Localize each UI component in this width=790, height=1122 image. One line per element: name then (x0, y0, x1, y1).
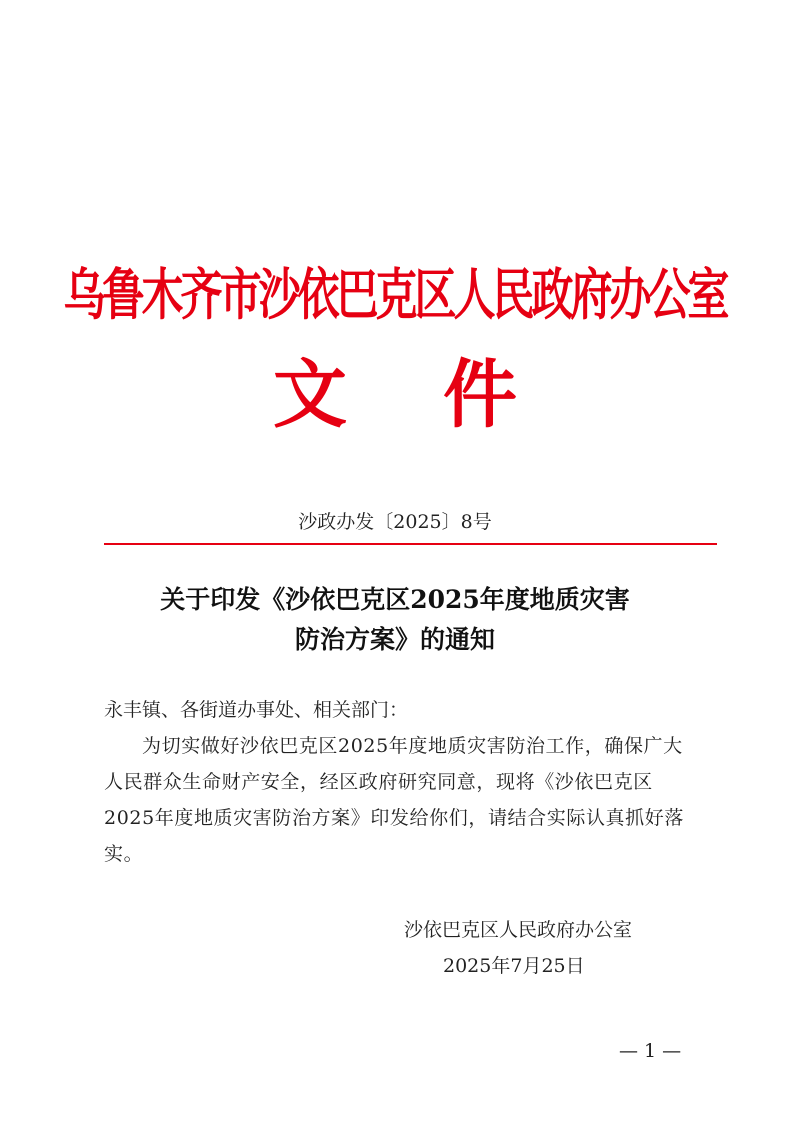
signature-date: 2025年7月25日 (443, 955, 585, 977)
page-number: — 1 — (619, 1040, 682, 1062)
signature-org: 沙依巴克区人民政府办公室 (404, 919, 633, 941)
body-paragraph: 为切实做好沙依巴克区2025年度地质灾害防治工作，确保广大人民群众生命财产安全，经区政府研究同意，现将《沙依巴克区2025年度地质灾害防治方案》印发给你们，请结合实际认真抓好落实。 (104, 735, 684, 865)
notice-title-line-1: 关于印发《沙依巴克区2025年度地质灾害 (160, 585, 630, 614)
notice-title-line-2: 防治方案》的通知 (294, 625, 495, 654)
document-type-heading: 文件 (273, 352, 613, 438)
red-divider-line (104, 543, 717, 545)
document-number: 沙政办发〔2025〕8号 (298, 511, 492, 533)
notice-body (104, 692, 694, 872)
notice-title (80, 580, 710, 660)
addressee: 永丰镇、各街道办事处、相关部门： (104, 699, 409, 721)
issuer-header: 乌鲁木齐市沙依巴克区人民政府办公室 (63, 262, 727, 328)
